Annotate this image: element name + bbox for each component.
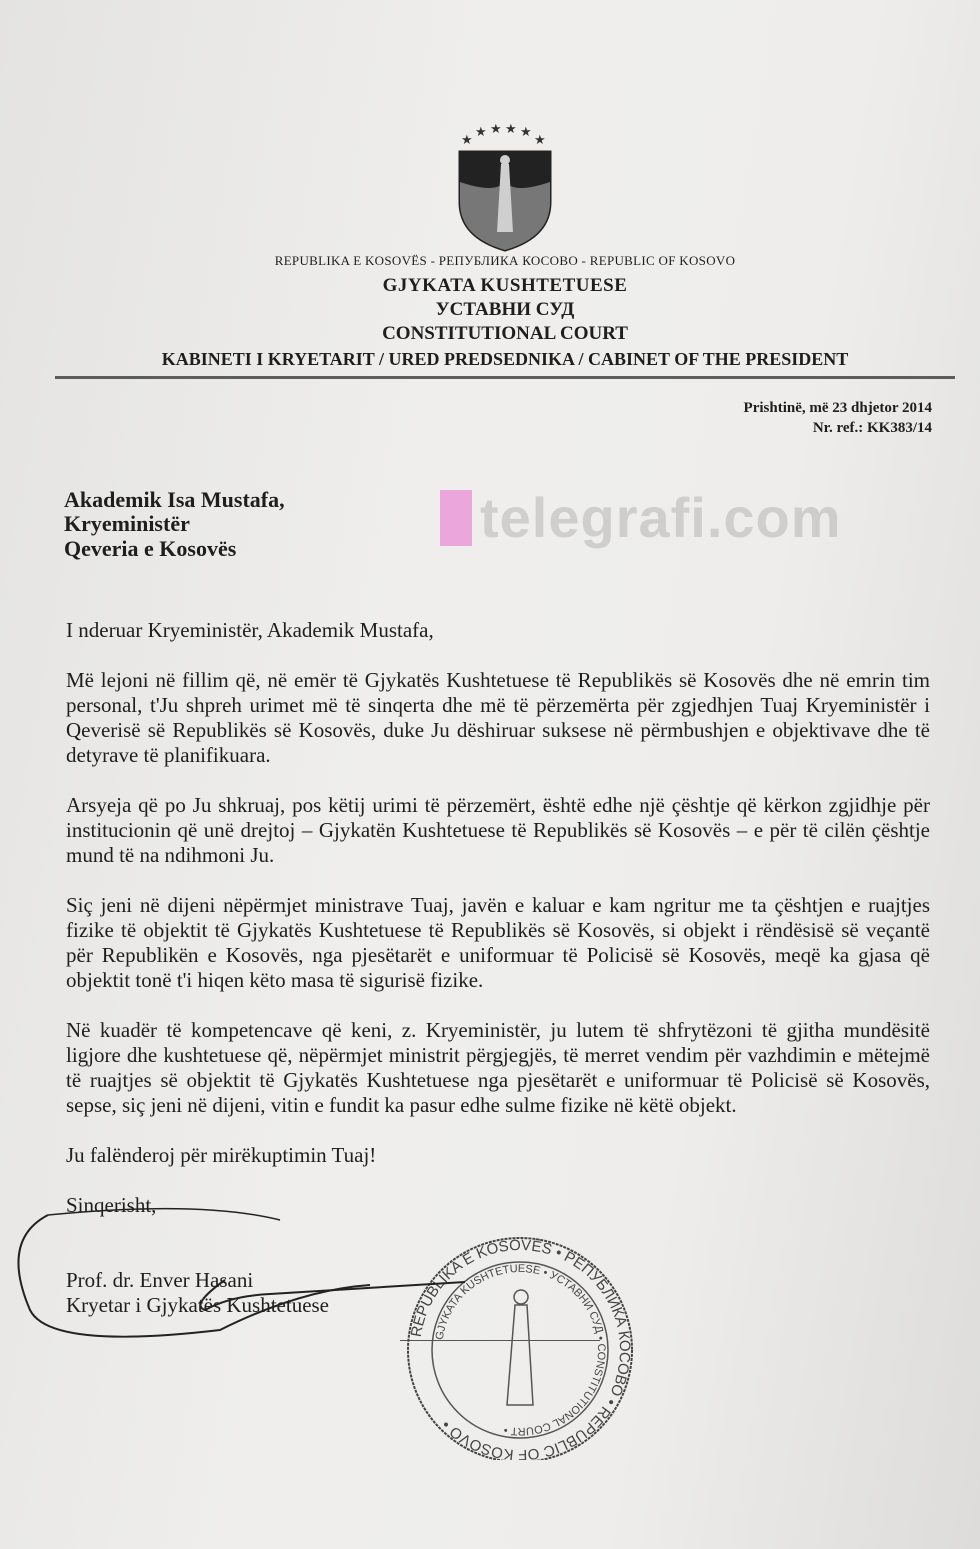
thanks-line: Ju falënderoj për mirëkuptimin Tuaj! xyxy=(66,1143,377,1167)
salutation: I nderuar Kryeministër, Akademik Mustafa, xyxy=(66,618,434,642)
letterhead-republic: REPUBLIKA E KOSOVËS - РЕПУБЛИКА КОСОВО - REPUBLIC OF KOSOVO xyxy=(274,253,736,268)
svg-text:★: ★ xyxy=(534,133,546,148)
svg-text:★: ★ xyxy=(461,133,473,148)
signatory-name: Prof. dr. Enver Hasani xyxy=(66,1268,254,1292)
stamp-inner-text: GJYKATA KUSHTETUESE • УСТАВНИ СУД • CONSTITUTIONAL COURT • xyxy=(433,1262,608,1438)
letterhead-court-en: CONSTITUTIONAL COURT xyxy=(382,323,628,344)
signature-stamp xyxy=(0,1200,700,1460)
paragraph-2: Arsyeja që po Ju shkruaj, pos këtij urimi të përzemërt, është edhe një çështje që kërkon zgjidhje për institucionin që unë drejtoj – Gjykatën Kushtetuese të Republikës së Kosovës – e për të cilën çështje mund të na ndihmoni Ju. xyxy=(66,793,930,867)
coat-of-arms-icon xyxy=(455,122,555,252)
closing: Sinqerisht, xyxy=(66,1193,157,1217)
paragraph-3: Siç jeni në dijeni nëpërmjet ministrave Tuaj, javën e kaluar e kam ngritur me ta çështjen e ruajtjes fizike të objektit të Gjykatës Kushtetuese të Republikës së Kosovës, si objekt i rëndësisë së veçantë për Republikën e Kosovës, nga pjesëtarët e uniformuar të Policisë së Kosovës, meqë ka gjasa që objektit tonë t'i hiqen këto masa të sigurisë fizike. xyxy=(66,893,930,992)
stamp-outer-text: REPUBLIKA E KOSOVËS • РЕПУБЛИКА КОСОВО • REPUBLIC OF KOSOVO • xyxy=(407,1236,634,1460)
svg-text:★: ★ xyxy=(520,125,532,140)
letterhead-court-sr: УСТАВНИ СУД xyxy=(435,299,575,320)
svg-text:★: ★ xyxy=(505,122,517,137)
letterhead-divider xyxy=(55,376,955,379)
watermark-logo xyxy=(440,490,472,546)
signatory-title: Kryetar i Gjykatës Kushtetuese xyxy=(66,1293,330,1317)
svg-text:★: ★ xyxy=(475,125,487,140)
svg-text:★: ★ xyxy=(490,122,502,137)
recipient-title: Kryeministër xyxy=(64,511,190,536)
signature-scribble xyxy=(18,1215,370,1337)
recipient-org: Qeveria e Kosovës xyxy=(64,536,237,561)
paragraph-1: Më lejoni në fillim që, në emër të Gjykatës Kushtetuese të Republikës së Kosovës dhe në emrin tim personal, t'Ju shpreh urimet më të sinqerta dhe më të përzemërta për zgjedhjen Tuaj Kryeministër i Qeverisë së Republikës së Kosovës, duke Ju dëshiruar suksese në përmbushjen e objektivave dhe të detyrave të planifikuara. xyxy=(66,668,930,767)
letterhead-court-sq: GJYKATA KUSHTETUESE xyxy=(382,275,628,296)
watermark: telegrafi.com xyxy=(480,486,842,549)
paragraph-4: Në kuadër të kompetencave që keni, z. Kryeministër, ju lutem të shfrytëzoni të gjitha mundësitë ligjore dhe kushtetuese që, nëpërmjet ministrit përgjegjës, të merret vendim për vazhdimin e mëtejmë të ruajtjes së objektit të Gjykatës Kushtetuese nga pjesëtarët e uniformuar të Policisë së Kosovës, sepse, siç jeni në dijeni, vitin e fundit ka pasur edhe sulme fizike në këtë objekt. xyxy=(66,1018,930,1117)
letter-date: Prishtinë, më 23 dhjetor 2014 xyxy=(743,400,932,416)
recipient-name: Akademik Isa Mustafa, xyxy=(64,487,285,512)
letterhead-cabinet: KABINETI I KRYETARIT / URED PREDSEDNIKA / CABINET OF THE PRESIDENT xyxy=(161,349,849,369)
reference-number: Nr. ref.: KK383/14 xyxy=(812,420,932,436)
